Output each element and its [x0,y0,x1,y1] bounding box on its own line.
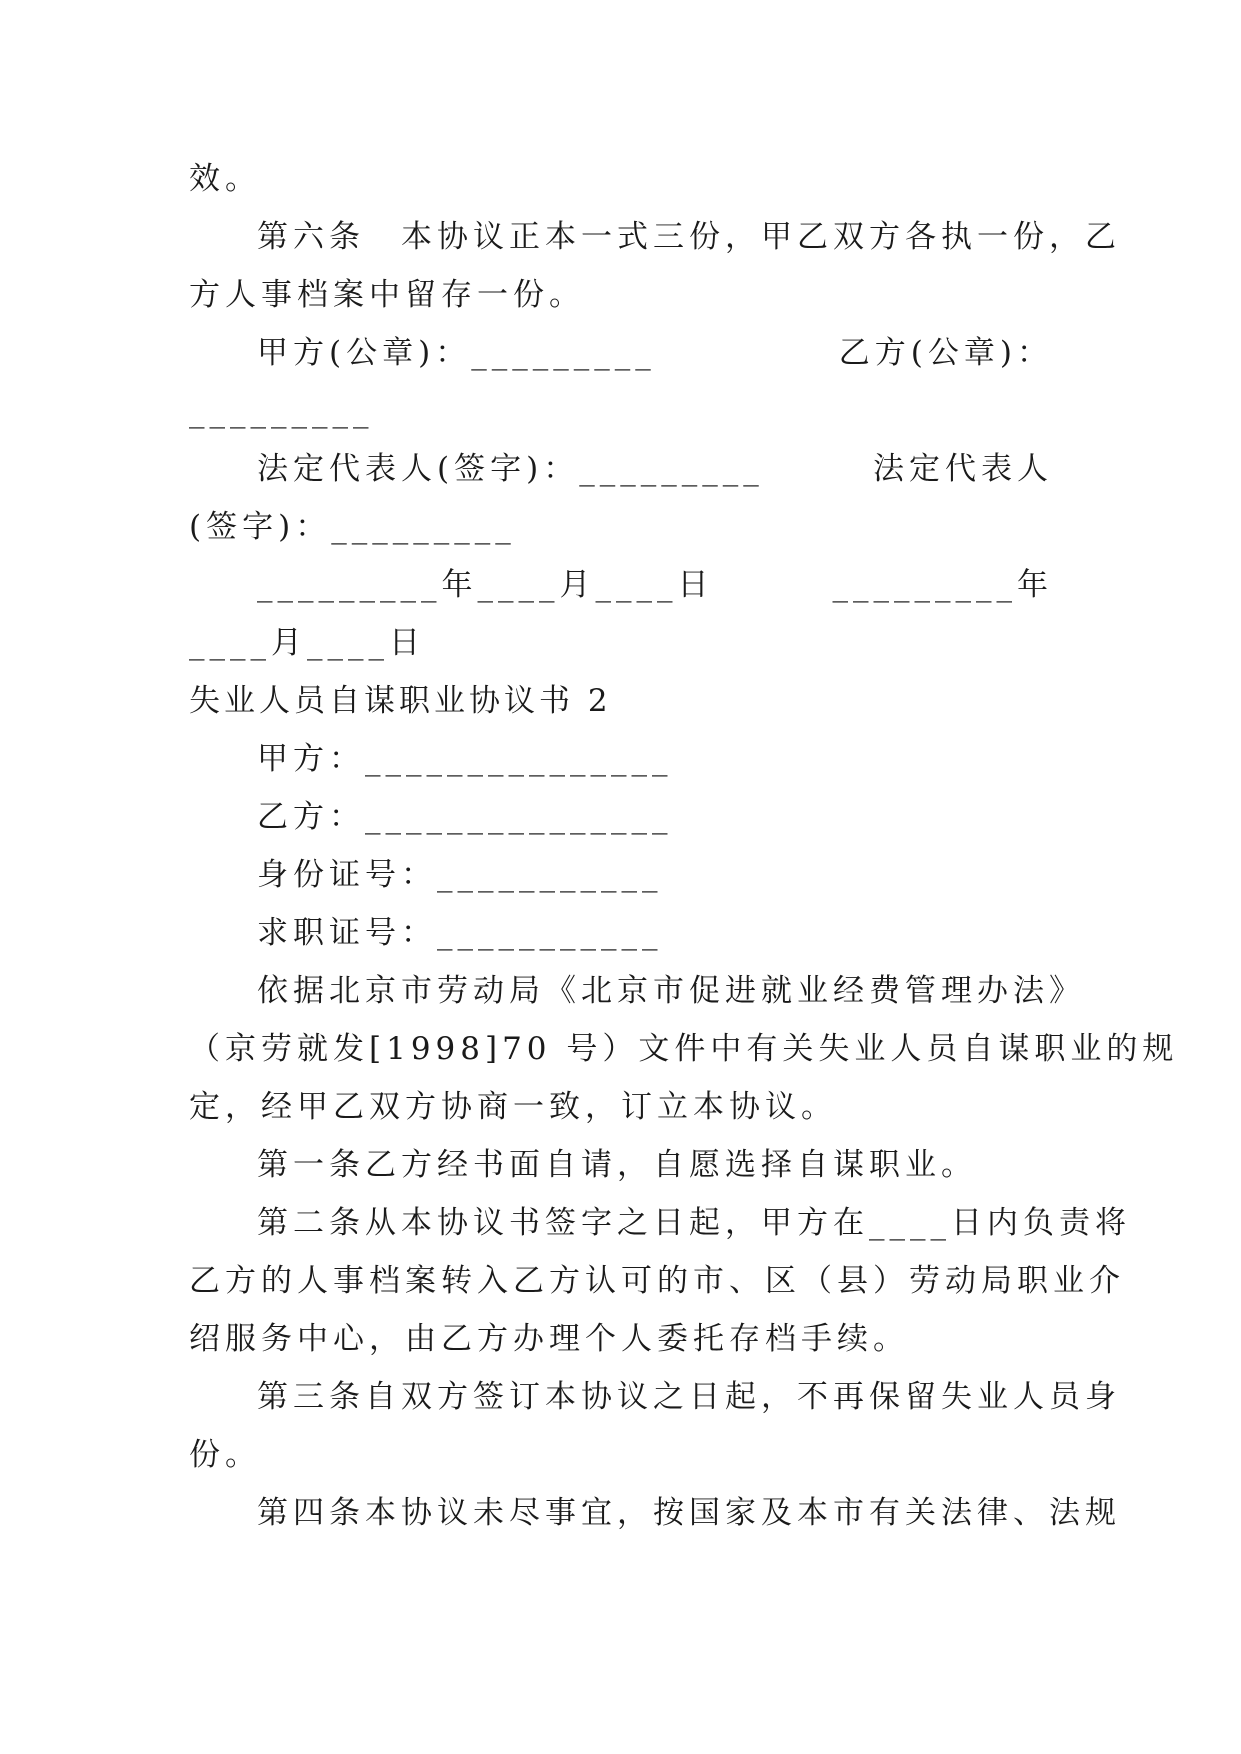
text-line [189,1310,1053,1368]
preamble-text: 依据北京市劳动局《北京市促进就业经费管理办法》 [257,973,1085,1009]
text-line [189,150,1053,208]
text-line [189,266,1053,324]
party-b-date-month-day: ____月____日 [189,625,425,661]
document-title: 失业人员自谋职业协议书 2 [189,683,612,719]
text-line [189,498,1053,556]
article-two-text: 第二条从本协议书签字之日起，甲方在____日内负责将 [257,1205,1131,1241]
form-field-line [189,788,1053,846]
form-field-line [189,730,1053,788]
signature-line-seal [189,324,1053,382]
form-field-line [189,846,1053,904]
paragraph-text: 效。 [189,161,261,197]
text-line [189,382,1053,440]
article-three-text: 份。 [189,1437,261,1473]
article-two-text: 绍服务中心，由乙方办理个人委托存档手续。 [189,1321,909,1357]
party-b-representative-field: 法定代表人 [873,451,1053,487]
party-b-seal-blank: _________ [189,393,374,429]
form-field-line [189,904,1053,962]
party-a-field: 甲方：_______________ [257,741,673,777]
preamble-text: 定，经甲乙双方协商一致，订立本协议。 [189,1089,837,1125]
text-line [189,1368,1121,1426]
party-a-date-field: _________年____月____日 [257,567,714,603]
text-line [189,1484,1121,1542]
party-b-representative-blank: (签字)：_________ [189,509,516,545]
text-line [189,962,1085,1020]
section-title-line [189,672,1053,730]
text-line [189,1252,1125,1310]
party-b-date-year: _________年 [832,567,1053,603]
document-body [189,150,1179,1542]
party-b-seal-field: 乙方(公章)： [838,335,1053,371]
text-line [189,1136,1053,1194]
preamble-text: （京劳就发[1998]70 号）文件中有关失业人员自谋职业的规 [189,1031,1179,1067]
text-line [189,1194,1131,1252]
article-two-text: 乙方的人事档案转入乙方认可的市、区（县）劳动局职业介 [189,1263,1125,1299]
text-line [189,614,1053,672]
signature-line-representative [189,440,1053,498]
party-a-seal-field: 甲方(公章)：_________ [257,335,656,371]
date-line [189,556,1053,614]
job-certificate-field: 求职证号：___________ [257,915,663,951]
text-line [189,1426,1053,1484]
article-one-text: 第一条乙方经书面自请，自愿选择自谋职业。 [257,1147,977,1183]
text-line [189,208,1121,266]
article-four-text: 第四条本协议未尽事宜，按国家及本市有关法律、法规 [257,1495,1121,1531]
paragraph-text: 方人事档案中留存一份。 [189,277,585,313]
text-line [189,1020,1179,1078]
text-line [189,1078,1053,1136]
id-number-field: 身份证号：___________ [257,857,663,893]
party-a-representative-field: 法定代表人(签字)：_________ [257,451,764,487]
article-six-text: 第六条 本协议正本一式三份，甲乙双方各执一份，乙 [257,219,1121,255]
party-b-field: 乙方：_______________ [257,799,673,835]
article-three-text: 第三条自双方签订本协议之日起，不再保留失业人员身 [257,1379,1121,1415]
